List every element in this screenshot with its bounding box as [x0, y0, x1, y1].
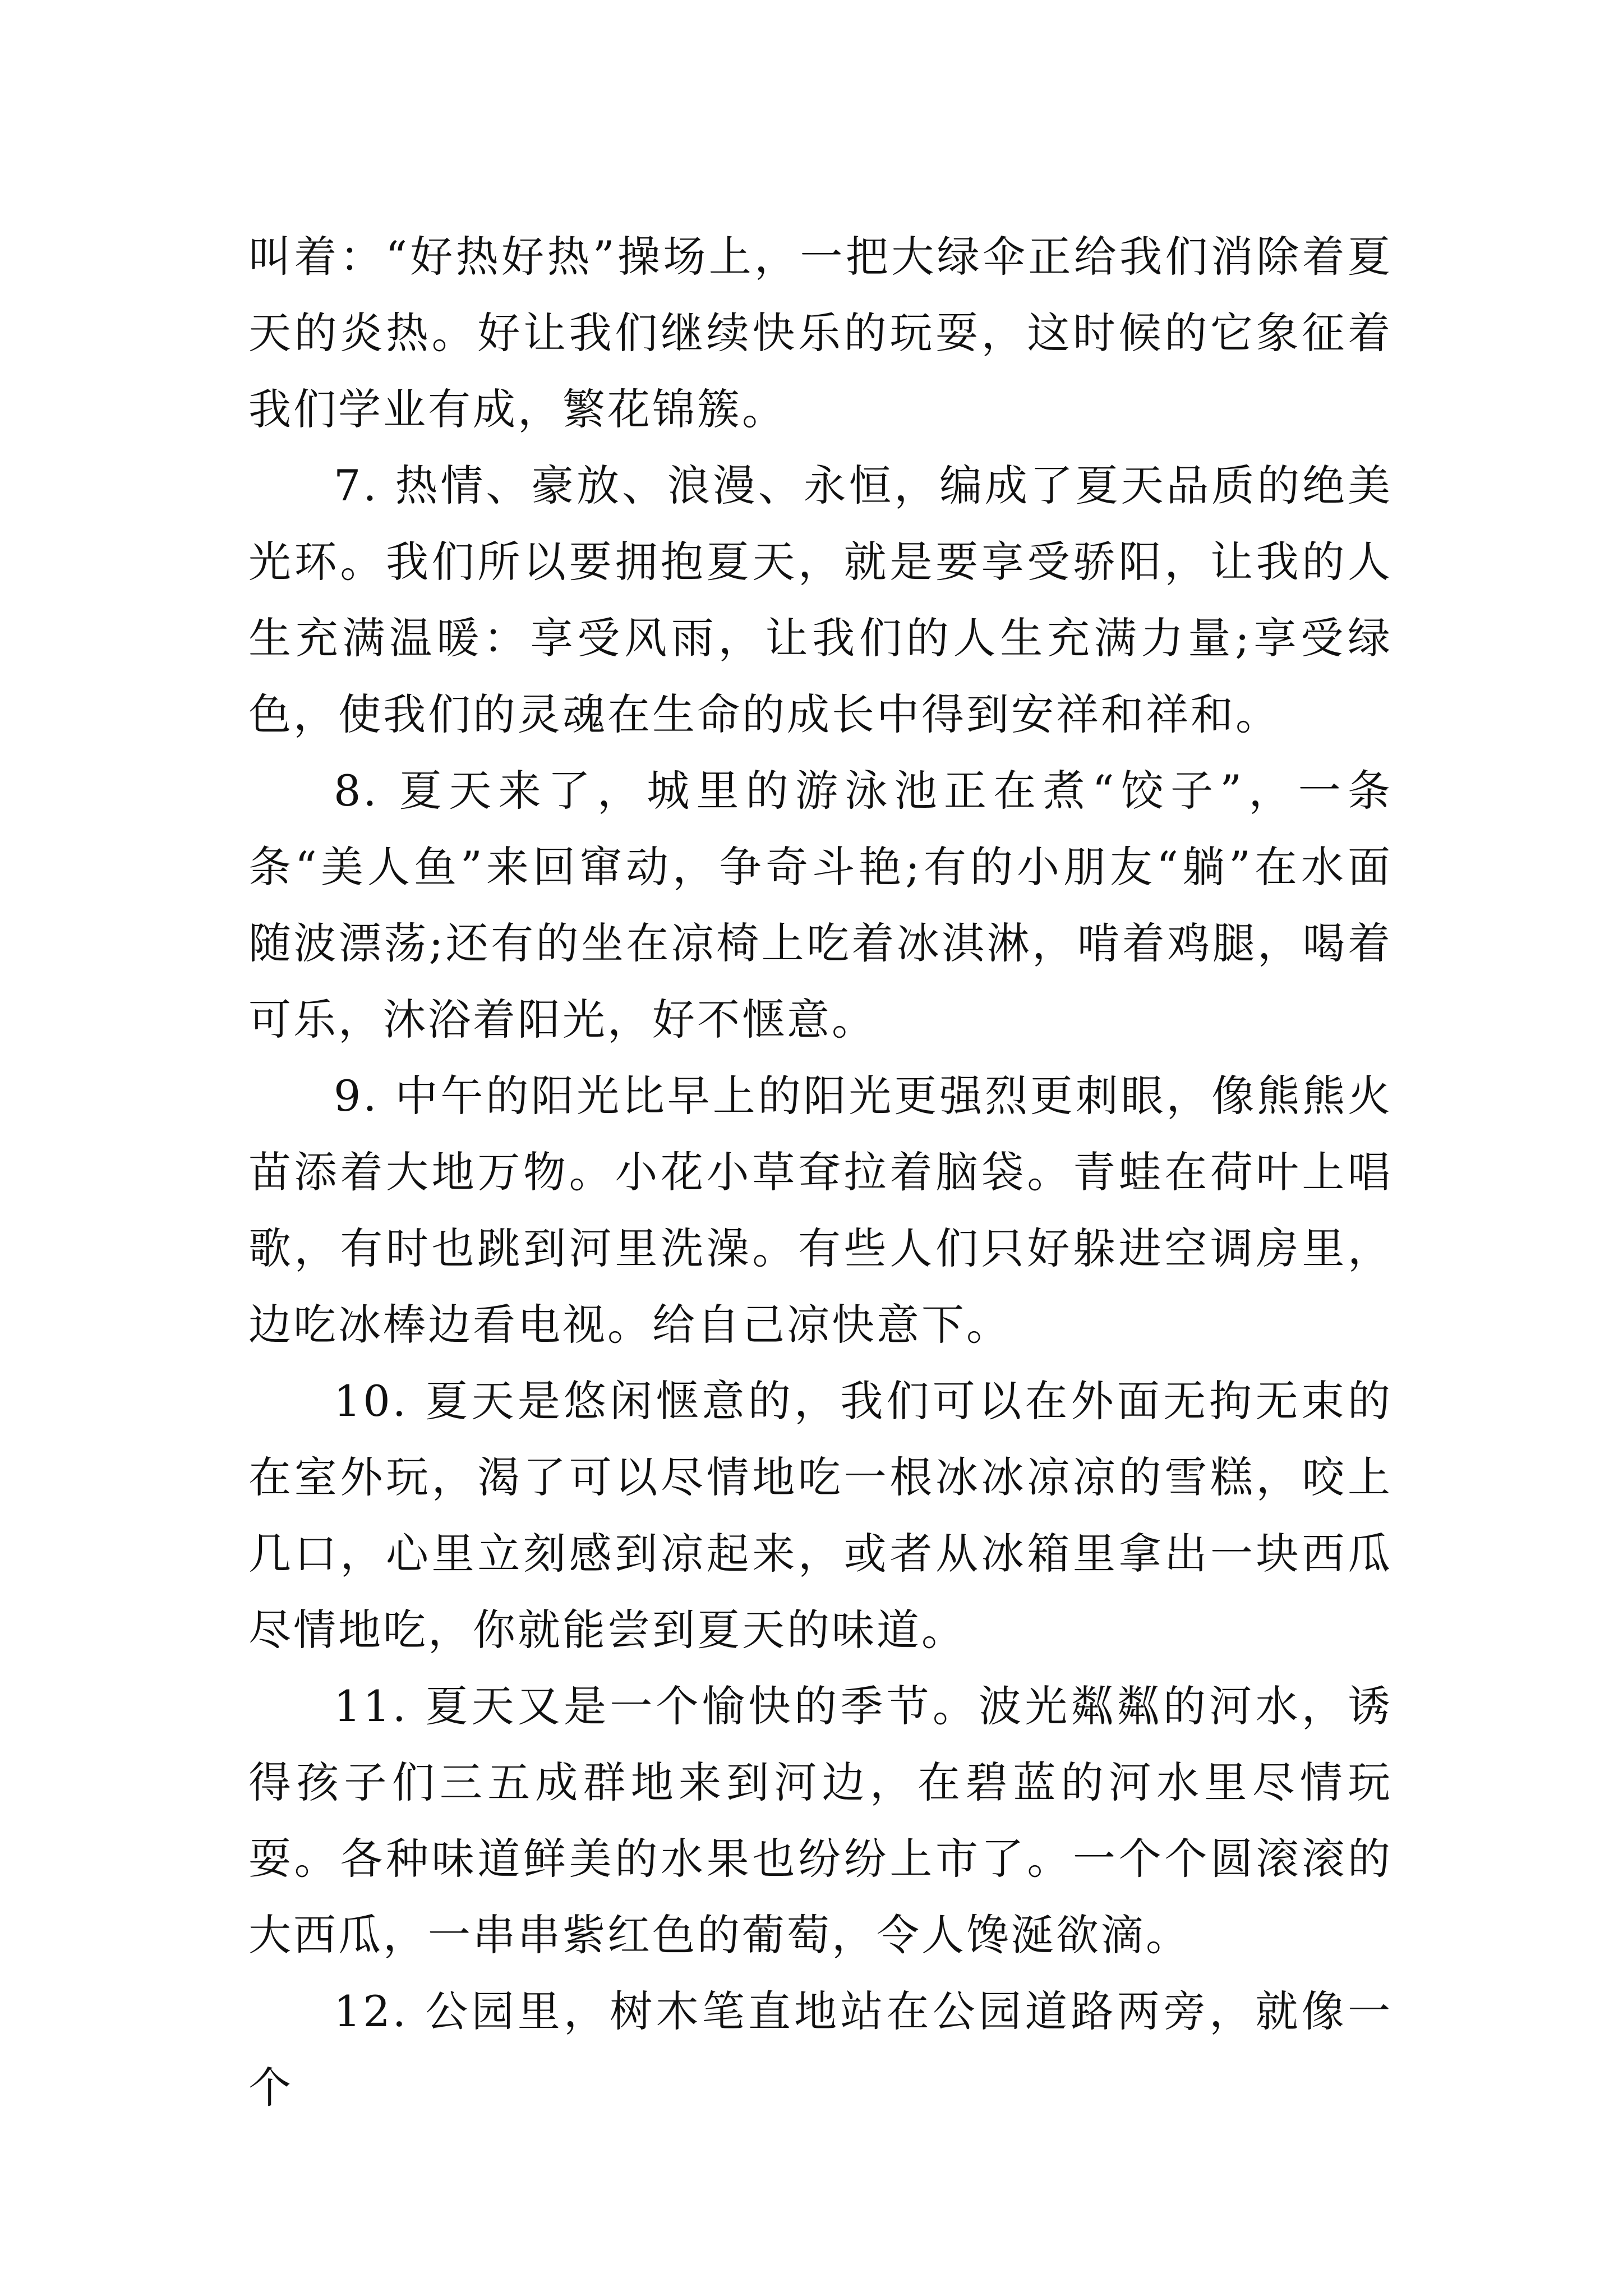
paragraph-12: 12. 公园里，树木笔直地站在公园道路两旁，就像一个 [248, 1986, 1393, 2113]
body-text [248, 219, 1393, 2126]
paragraph-8: 8. 夏天来了，城里的游泳池正在煮“饺子”，一条条“美人鱼”来回窜动，争奇斗艳;有的小朋友“躺”在水面随波漂荡;还有的坐在凉椅上吃着冰淇淋，啃着鸡腿，喝着可乐，沐浴着阳光，好不惬意。 [248, 766, 1393, 1045]
paragraph-9: 9. 中午的阳光比早上的阳光更强烈更刺眼，像熊熊火苗添着大地万物。小花小草耷拉着脑袋。青蛙在荷叶上唱歌，有时也跳到河里洗澡。有些人们只好躲进空调房里，边吃冰棒边看电视。给自己凉快意下。 [248, 1071, 1393, 1350]
paragraph-7: 7. 热情、豪放、浪漫、永恒，编成了夏天品质的绝美光环。我们所以要拥抱夏天，就是要享受骄阳，让我的人生充满温暖：享受风雨，让我们的人生充满力量;享受绿色，使我们的灵魂在生命的成长中得到安祥和祥和。 [248, 461, 1393, 739]
paragraph-10: 10. 夏天是悠闲惬意的，我们可以在外面无拘无束的在室外玩，渴了可以尽情地吃一根冰冰凉凉的雪糕，咬上几口，心里立刻感到凉起来，或者从冰箱里拿出一块西瓜尽情地吃，你就能尝到夏天的味道。 [248, 1376, 1393, 1655]
paragraph-11: 11. 夏天又是一个愉快的季节。波光粼粼的河水，诱得孩子们三五成群地来到河边，在碧蓝的河水里尽情玩耍。各种味道鲜美的水果也纷纷上市了。一个个圆滚滚的大西瓜，一串串紫红色的葡萄，令人馋涎欲滴。 [248, 1681, 1393, 1960]
paragraph-continued: 叫着：“好热好热”操场上，一把大绿伞正给我们消除着夏天的炎热。好让我们继续快乐的玩耍，这时候的它象征着我们学业有成，繁花锦簇。 [248, 232, 1393, 434]
